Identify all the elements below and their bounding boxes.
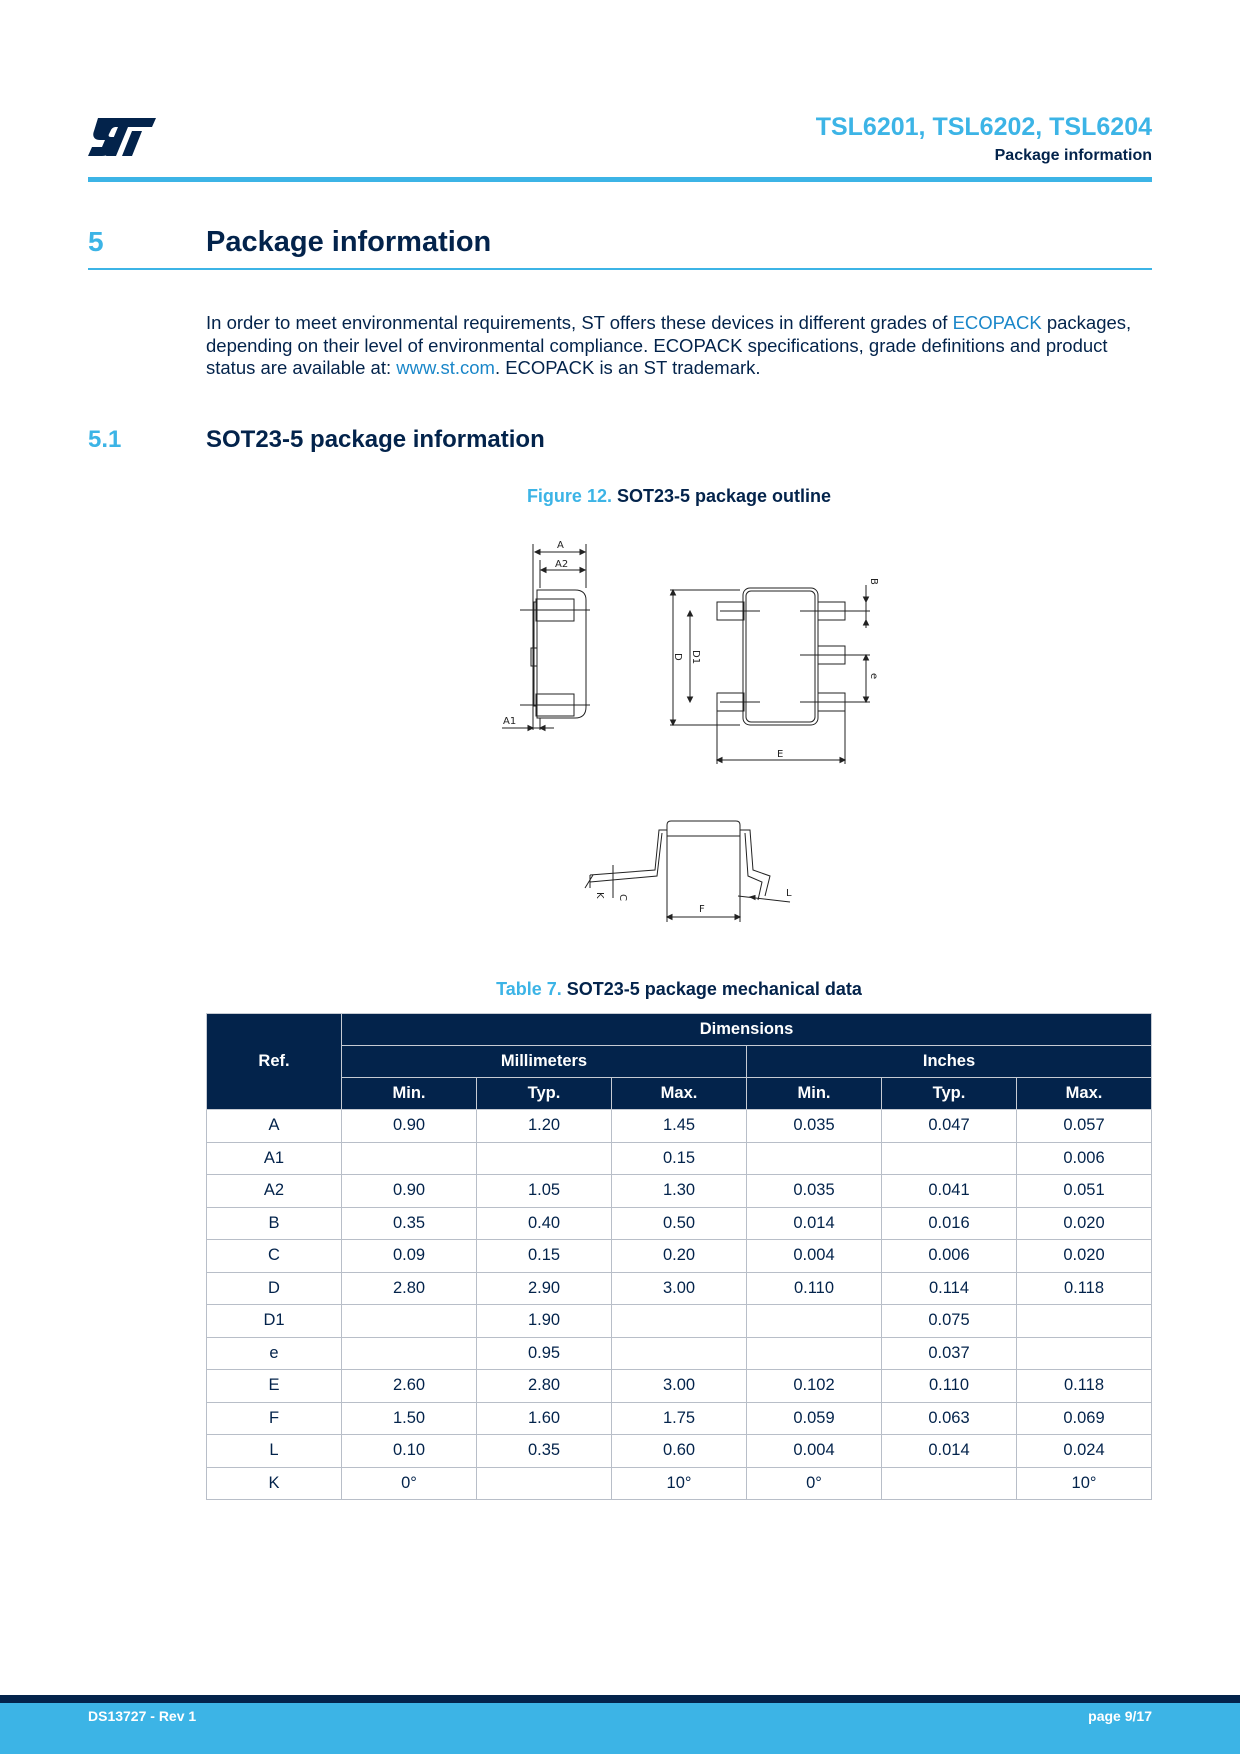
value-cell: 0.041 bbox=[882, 1175, 1017, 1208]
ref-cell: L bbox=[207, 1435, 342, 1468]
value-cell: 0.90 bbox=[342, 1175, 477, 1208]
table-row bbox=[207, 1110, 1152, 1143]
value-cell bbox=[342, 1337, 477, 1370]
table-label: Table 7. bbox=[496, 979, 562, 999]
table-title: SOT23-5 package mechanical data bbox=[566, 979, 862, 999]
footer-rule bbox=[0, 1695, 1240, 1703]
value-cell: 0.051 bbox=[1017, 1175, 1152, 1208]
dim-label-k: K bbox=[594, 892, 605, 899]
value-cell bbox=[477, 1467, 612, 1500]
dim-label-e-lower: e bbox=[868, 673, 879, 680]
header-mm-typ: Typ. bbox=[477, 1078, 612, 1110]
header-in-max: Max. bbox=[1017, 1078, 1152, 1110]
value-cell: 1.60 bbox=[477, 1402, 612, 1435]
header-in-typ: Typ. bbox=[882, 1078, 1017, 1110]
ref-cell: F bbox=[207, 1402, 342, 1435]
value-cell: 0.035 bbox=[747, 1175, 882, 1208]
value-cell: 0.006 bbox=[1017, 1142, 1152, 1175]
value-cell: 0.016 bbox=[882, 1207, 1017, 1240]
figure-caption bbox=[206, 486, 1152, 507]
value-cell: 1.20 bbox=[477, 1110, 612, 1143]
figure-title: SOT23-5 package outline bbox=[616, 486, 832, 506]
document-title: TSL6201, TSL6202, TSL6204 bbox=[815, 113, 1152, 141]
header-mm-min: Min. bbox=[342, 1078, 477, 1110]
value-cell: 0.60 bbox=[612, 1435, 747, 1468]
value-cell bbox=[1017, 1305, 1152, 1338]
header-in-min: Min. bbox=[747, 1078, 882, 1110]
value-cell: 0.102 bbox=[747, 1370, 882, 1403]
value-cell: 0.95 bbox=[477, 1337, 612, 1370]
dim-label-e-upper: E bbox=[777, 749, 784, 760]
ref-cell: K bbox=[207, 1467, 342, 1500]
header-inches: Inches bbox=[747, 1046, 1152, 1078]
value-cell: 0.035 bbox=[747, 1110, 882, 1143]
ref-cell: A2 bbox=[207, 1175, 342, 1208]
table-row bbox=[207, 1337, 1152, 1370]
value-cell: 1.30 bbox=[612, 1175, 747, 1208]
ref-cell: A bbox=[207, 1110, 342, 1143]
dim-label-a1: A1 bbox=[503, 716, 517, 727]
ecopack-link[interactable]: ECOPACK bbox=[952, 312, 1042, 333]
value-cell: 10° bbox=[612, 1467, 747, 1500]
value-cell: 0.20 bbox=[612, 1240, 747, 1273]
table-row bbox=[207, 1272, 1152, 1305]
value-cell: 1.75 bbox=[612, 1402, 747, 1435]
table-body bbox=[207, 1110, 1152, 1500]
intro-text-2: packages, depending on their level of environmental compliance. ECOPACK specifications, grade definitions and product status are available at: bbox=[206, 312, 1132, 378]
table-row bbox=[207, 1467, 1152, 1500]
table-row bbox=[207, 1142, 1152, 1175]
value-cell bbox=[342, 1142, 477, 1175]
value-cell: 0.020 bbox=[1017, 1207, 1152, 1240]
package-outline-drawing bbox=[440, 530, 900, 930]
value-cell: 0.15 bbox=[477, 1240, 612, 1273]
footer-document-id: DS13727 - Rev 1 bbox=[88, 1708, 197, 1724]
section-rule bbox=[88, 268, 1152, 270]
value-cell: 0.057 bbox=[1017, 1110, 1152, 1143]
ref-cell: E bbox=[207, 1370, 342, 1403]
value-cell: 0.10 bbox=[342, 1435, 477, 1468]
value-cell: 0.09 bbox=[342, 1240, 477, 1273]
st-website-link[interactable]: www.st.com bbox=[396, 357, 495, 378]
table-row bbox=[207, 1175, 1152, 1208]
value-cell: 0.014 bbox=[882, 1435, 1017, 1468]
header-ref: Ref. bbox=[207, 1014, 342, 1110]
value-cell bbox=[747, 1305, 882, 1338]
header-mm-max: Max. bbox=[612, 1078, 747, 1110]
value-cell bbox=[747, 1337, 882, 1370]
value-cell: 0.059 bbox=[747, 1402, 882, 1435]
value-cell: 2.80 bbox=[342, 1272, 477, 1305]
value-cell: 0.110 bbox=[882, 1370, 1017, 1403]
dim-label-d1: D1 bbox=[690, 650, 701, 665]
table-row bbox=[207, 1402, 1152, 1435]
value-cell: 0.118 bbox=[1017, 1370, 1152, 1403]
value-cell: 0.15 bbox=[612, 1142, 747, 1175]
table-row bbox=[207, 1240, 1152, 1273]
dim-label-b: B bbox=[868, 578, 879, 585]
dim-label-l: L bbox=[786, 888, 792, 899]
value-cell: 0.114 bbox=[882, 1272, 1017, 1305]
figure-label: Figure 12. bbox=[526, 486, 612, 506]
section-number: 5 bbox=[88, 226, 104, 257]
section-title: Package information bbox=[206, 226, 492, 258]
value-cell: 0.90 bbox=[342, 1110, 477, 1143]
value-cell: 0.069 bbox=[1017, 1402, 1152, 1435]
value-cell bbox=[612, 1305, 747, 1338]
subsection-title: SOT23-5 package information bbox=[206, 426, 545, 453]
document-subtitle: Package information bbox=[994, 147, 1152, 164]
dim-label-c: C bbox=[617, 894, 628, 901]
table-row bbox=[207, 1370, 1152, 1403]
value-cell bbox=[882, 1467, 1017, 1500]
value-cell: 0.004 bbox=[747, 1240, 882, 1273]
table-row bbox=[207, 1207, 1152, 1240]
value-cell: 0.047 bbox=[882, 1110, 1017, 1143]
value-cell: 0.006 bbox=[882, 1240, 1017, 1273]
top-view bbox=[670, 578, 879, 764]
value-cell bbox=[882, 1142, 1017, 1175]
ref-cell: D bbox=[207, 1272, 342, 1305]
value-cell: 1.45 bbox=[612, 1110, 747, 1143]
st-logo bbox=[88, 118, 156, 156]
value-cell: 0.037 bbox=[882, 1337, 1017, 1370]
value-cell: 0° bbox=[342, 1467, 477, 1500]
footer-page-number: page 9/17 bbox=[1088, 1708, 1152, 1724]
dim-label-f: F bbox=[699, 904, 705, 915]
header-rule bbox=[88, 177, 1152, 182]
value-cell: 0.004 bbox=[747, 1435, 882, 1468]
end-view bbox=[585, 821, 792, 922]
ref-cell: B bbox=[207, 1207, 342, 1240]
dim-label-a2: A2 bbox=[555, 559, 569, 570]
ref-cell: D1 bbox=[207, 1305, 342, 1338]
value-cell: 1.05 bbox=[477, 1175, 612, 1208]
intro-text-1: In order to meet environmental requirements, ST offers these devices in different grades of bbox=[206, 312, 953, 333]
value-cell: 10° bbox=[1017, 1467, 1152, 1500]
subsection-number: 5.1 bbox=[88, 426, 122, 453]
value-cell: 0.024 bbox=[1017, 1435, 1152, 1468]
value-cell bbox=[342, 1305, 477, 1338]
value-cell bbox=[1017, 1337, 1152, 1370]
value-cell: 0.014 bbox=[747, 1207, 882, 1240]
ref-cell: A1 bbox=[207, 1142, 342, 1175]
value-cell: 0.35 bbox=[342, 1207, 477, 1240]
value-cell: 0° bbox=[747, 1467, 882, 1500]
value-cell: 0.35 bbox=[477, 1435, 612, 1468]
value-cell: 0.063 bbox=[882, 1402, 1017, 1435]
value-cell: 0.020 bbox=[1017, 1240, 1152, 1273]
intro-text-3: . ECOPACK is an ST trademark. bbox=[494, 357, 761, 378]
table-caption bbox=[206, 979, 1152, 1000]
table-row bbox=[207, 1305, 1152, 1338]
value-cell: 0.118 bbox=[1017, 1272, 1152, 1305]
value-cell: 3.00 bbox=[612, 1272, 747, 1305]
value-cell: 3.00 bbox=[612, 1370, 747, 1403]
dim-label-d: D bbox=[672, 653, 683, 661]
ref-cell: C bbox=[207, 1240, 342, 1273]
value-cell: 0.110 bbox=[747, 1272, 882, 1305]
value-cell bbox=[612, 1337, 747, 1370]
value-cell bbox=[477, 1142, 612, 1175]
value-cell: 1.90 bbox=[477, 1305, 612, 1338]
mechanical-data-table bbox=[206, 1013, 1152, 1500]
value-cell bbox=[747, 1142, 882, 1175]
intro-paragraph bbox=[206, 312, 1156, 380]
side-view bbox=[502, 540, 590, 731]
value-cell: 2.80 bbox=[477, 1370, 612, 1403]
value-cell: 0.075 bbox=[882, 1305, 1017, 1338]
value-cell: 0.50 bbox=[612, 1207, 747, 1240]
header-dimensions: Dimensions bbox=[342, 1014, 1152, 1046]
table-row bbox=[207, 1435, 1152, 1468]
value-cell: 1.50 bbox=[342, 1402, 477, 1435]
value-cell: 2.90 bbox=[477, 1272, 612, 1305]
value-cell: 2.60 bbox=[342, 1370, 477, 1403]
value-cell: 0.40 bbox=[477, 1207, 612, 1240]
dim-label-a: A bbox=[557, 540, 564, 551]
ref-cell: e bbox=[207, 1337, 342, 1370]
header-millimeters: Millimeters bbox=[342, 1046, 747, 1078]
